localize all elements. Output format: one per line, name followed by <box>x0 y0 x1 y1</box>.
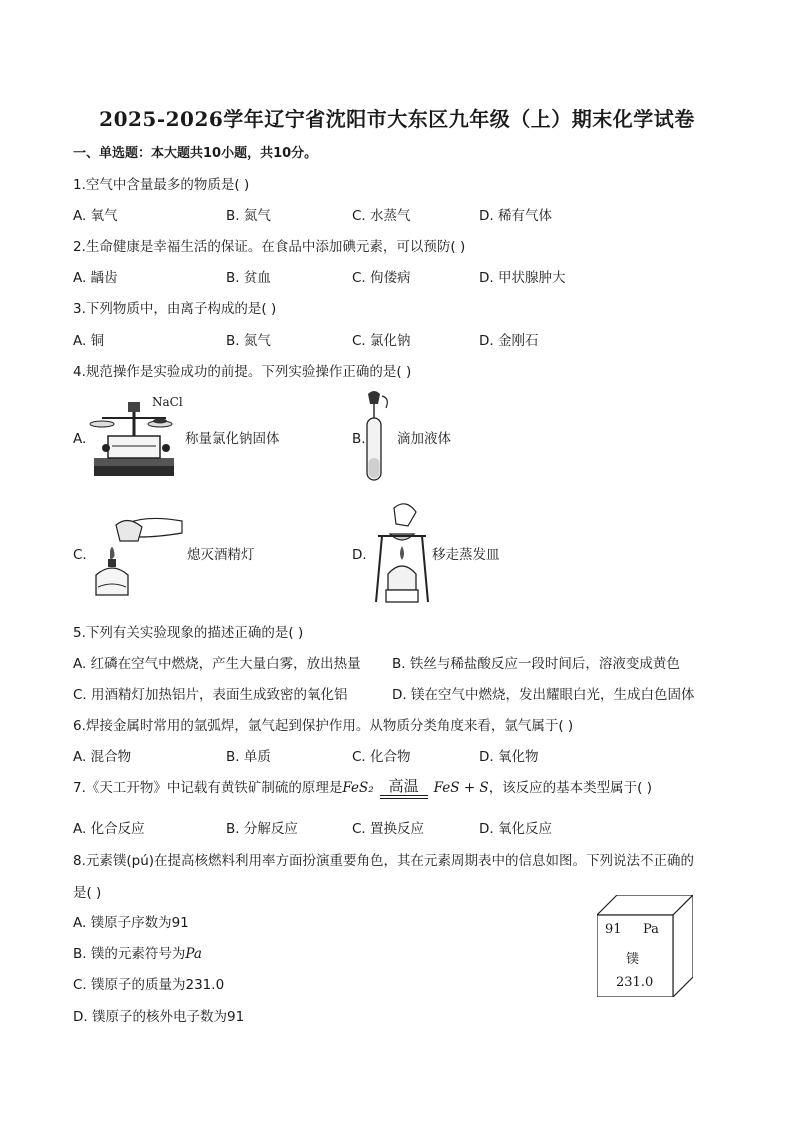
q2-option-a[interactable]: A. 龋齿 <box>73 270 118 286</box>
q5-option-a[interactable]: A. 红磷在空气中燃烧，产生大量白雾，放出热量 <box>73 656 361 672</box>
element-symbol: Pa <box>643 922 659 937</box>
element-atomic-mass: 231.0 <box>616 975 654 990</box>
balance-scale-figure <box>82 388 186 484</box>
q4-option-a-letter[interactable]: A. <box>73 431 87 447</box>
q4-option-b-text: 滴加液体 <box>397 431 451 447</box>
question-3-stem: 3.下列物质中，由离子构成的是( ) <box>73 301 277 317</box>
section-heading: 一、单选题：本大题共10小题，共10分。 <box>73 146 318 161</box>
q6-option-d[interactable]: D. 氧化物 <box>479 749 539 765</box>
q2-option-d[interactable]: D. 甲状腺肿大 <box>479 270 566 286</box>
question-6-stem: 6.焊接金属时常用的氩弧焊，氩气起到保护作用。从物质分类角度来看，氩气属于( ) <box>73 718 574 734</box>
question-7-stem <box>73 776 652 800</box>
nacl-label: NaCl <box>152 395 183 409</box>
element-cell-figure <box>597 895 693 997</box>
q7-reaction-arrow <box>380 778 428 799</box>
q4-option-d-text: 移走蒸发皿 <box>432 547 500 563</box>
element-atomic-number: 91 <box>605 922 622 937</box>
q7-reactant: FeS₂ <box>342 780 374 796</box>
q7-option-a[interactable]: A. 化合反应 <box>73 821 145 837</box>
q3-option-c[interactable]: C. 氯化钠 <box>352 333 411 349</box>
q4-option-b-letter[interactable]: B. <box>352 431 366 447</box>
q6-option-a[interactable]: A. 混合物 <box>73 749 132 765</box>
question-8-stem-line1: 8.元素镤(pú)在提高核燃料利用率方面扮演重要角色，其在元素周期表中的信息如图。下列说法不正确的 <box>73 853 695 869</box>
dropper-test-tube-figure <box>356 388 396 488</box>
q8-option-a[interactable]: A. 镤原子序数为91 <box>73 915 189 931</box>
q8-option-b-symbol: Pa <box>185 946 202 962</box>
q8-option-c[interactable]: C. 镤原子的质量为231.0 <box>73 977 225 993</box>
q7-suffix: ，该反应的基本类型属于( ) <box>488 780 653 796</box>
q8-option-b-text: B. 镤的元素符号为 <box>73 946 186 962</box>
q8-option-d[interactable]: D. 镤原子的核外电子数为91 <box>73 1009 245 1025</box>
q7-option-c[interactable]: C. 置换反应 <box>352 821 425 837</box>
q1-option-d[interactable]: D. 稀有气体 <box>479 208 552 224</box>
q7-prefix: 7.《天工开物》中记载有黄铁矿制硫的原理是 <box>73 780 343 796</box>
question-2-stem: 2.生命健康是幸福生活的保证。在食品中添加碘元素，可以预防( ) <box>73 239 466 255</box>
q1-option-c[interactable]: C. 水蒸气 <box>352 208 411 224</box>
q6-option-b[interactable]: B. 单质 <box>226 749 271 765</box>
q2-option-b[interactable]: B. 贫血 <box>226 270 271 286</box>
q4-option-c-text: 熄灭酒精灯 <box>187 547 255 563</box>
question-4-stem: 4.规范操作是实验成功的前提。下列实验操作正确的是( ) <box>73 364 412 380</box>
q1-option-a[interactable]: A. 氧气 <box>73 208 118 224</box>
q1-option-b[interactable]: B. 氮气 <box>226 208 271 224</box>
q7-products: FeS + S <box>433 780 489 796</box>
q8-option-b[interactable] <box>73 945 202 963</box>
q7-option-d[interactable]: D. 氧化反应 <box>479 821 552 837</box>
q3-option-d[interactable]: D. 金刚石 <box>479 333 539 349</box>
q6-option-c[interactable]: C. 化合物 <box>352 749 411 765</box>
q3-option-b[interactable]: B. 氮气 <box>226 333 271 349</box>
alcohol-lamp-cap-figure <box>88 503 184 603</box>
page-title: 2025-2026学年辽宁省沈阳市大东区九年级（上）期末化学试卷 <box>99 107 695 131</box>
evaporating-dish-figure <box>372 498 432 606</box>
q7-condition: 高温 <box>388 776 419 795</box>
question-8-stem-line2: 是( ) <box>73 885 102 901</box>
question-1-stem: 1.空气中含量最多的物质是( ) <box>73 177 250 193</box>
q4-option-a-text: 称量氯化钠固体 <box>185 431 280 447</box>
q4-option-c-letter[interactable]: C. <box>73 547 87 563</box>
q3-option-a[interactable]: A. 铜 <box>73 333 105 349</box>
element-name: 镤 <box>626 952 640 967</box>
q5-option-b[interactable]: B. 铁丝与稀盐酸反应一段时间后，溶液变成黄色 <box>392 656 680 672</box>
q5-option-c[interactable]: C. 用酒精灯加热铝片，表面生成致密的氧化铝 <box>73 687 348 703</box>
q4-option-d-letter[interactable]: D. <box>352 547 367 563</box>
q2-option-c[interactable]: C. 佝偻病 <box>352 270 411 286</box>
question-5-stem: 5.下列有关实验现象的描述正确的是( ) <box>73 625 304 641</box>
q7-option-b[interactable]: B. 分解反应 <box>226 821 298 837</box>
q5-option-d[interactable]: D. 镁在空气中燃烧，发出耀眼白光，生成白色固体 <box>392 687 695 703</box>
